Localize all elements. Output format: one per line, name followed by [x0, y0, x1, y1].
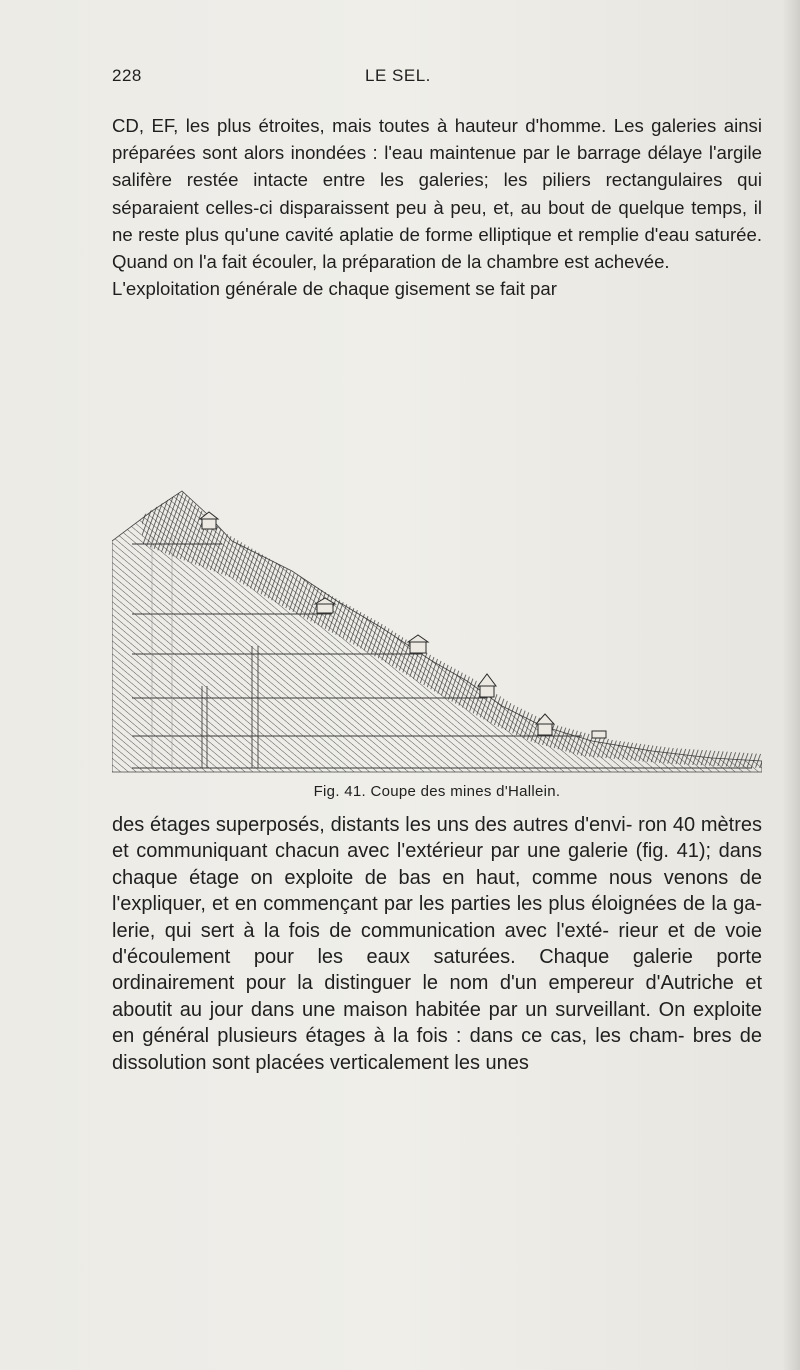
- running-title: LE SEL.: [365, 66, 431, 85]
- mine-cross-section-illustration: [112, 406, 762, 778]
- page-number: 228: [112, 66, 142, 85]
- figure-caption: Fig. 41. Coupe des mines d'Hallein.: [313, 783, 561, 800]
- upper-text-block: [112, 112, 762, 302]
- paragraph-1: CD, EF, les plus étroites, mais toutes à hauteur d'homme. Les galeries ainsi préparées sont alors inondées : l'eau maintenue par le barrage délaye l'argile salifère restée intacte entre les galeries; les piliers rectangulaires qui séparaient celles-ci disparaissent peu à peu, et, au bout de quelque temps, il ne reste plus qu'une cavité aplatie de forme elliptique et remplie d'eau saturée. Quand on l'a fait écouler, la préparation de la chambre est achevée.: [112, 115, 762, 273]
- figure-41: [112, 406, 762, 778]
- page-header: [112, 66, 762, 90]
- paragraph-2: L'exploitation générale de chaque gisement se fait par: [112, 278, 557, 300]
- page-edge-shadow: [784, 0, 800, 1370]
- paragraph-3: des étages superposés, distants les uns des autres d'envi- ron 40 mètres et communiquant chacun avec l'extérieur par une galerie (fig. 41); dans chaque étage on exploite de bas en haut, comme nous venons de l'expliquer, et en commençant par les parties les plus éloignées de la ga- lerie, qui sert à la fois de communication avec l'exté- rieur et de voie d'écoulement pour les eaux saturées. Chaque galerie porte ordinairement pour la distinguer le nom d'un empereur d'Autriche et aboutit au jour dans une maison habitée par un surveillant. On exploite en général plusieurs étages à la fois : dans ce cas, les cham- bres de dissolution sont placées verticalement les unes: [112, 814, 762, 1074]
